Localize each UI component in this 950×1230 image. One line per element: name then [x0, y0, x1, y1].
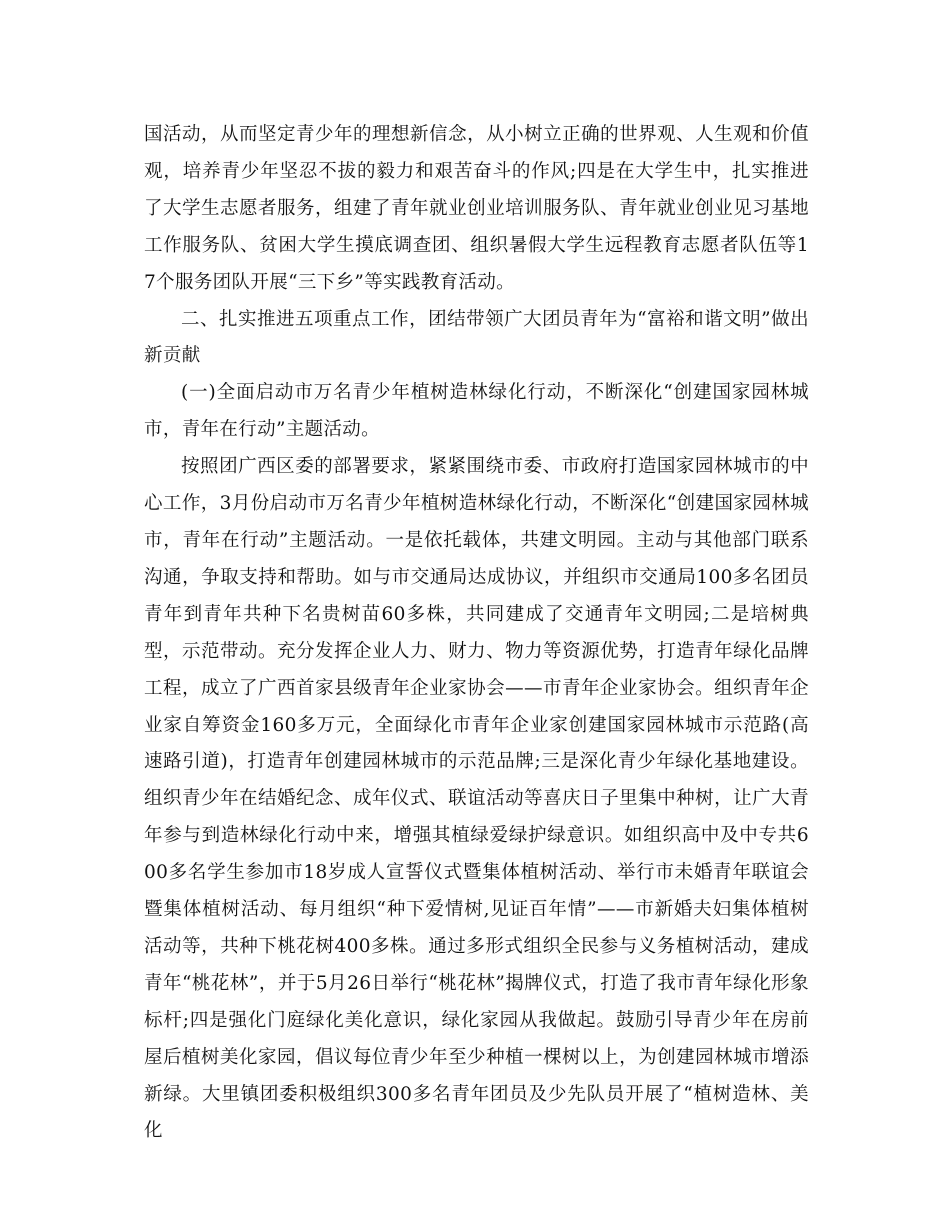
- subsection-heading: (一)全面启动市万名青少年植树造林绿化行动，不断深化“创建国家园林城市，青年在行动”主题活动。: [144, 382, 809, 441]
- body-paragraph: 按照团广西区委的部署要求，紧紧围绕市委、市政府打造国家园林城市的中心工作，3月份启动市万名青少年植树造林绿化行动，不断深化“创建国家园林城市，青年在行动”主题活动。一是依托载体，共建文明园。主动与其他部门联系沟通，争取支持和帮助。如与市交通局达成协议，并组织市交通局100多名团员青年到青年共种下名贵树苗60多株，共同建成了交通青年文明园;二是培树典型，示范带动。充分发挥企业人力、财力、物力等资源优势，打造青年绿化品牌工程，成立了广西首家县级青年企业家协会——市青年企业家协会。组织青年企业家自筹资金160多万元，全面绿化市青年企业家创建国家园林城市示范路(高速路引道)，打造青年创建园林城市的示范品牌;三是深化青少年绿化基地建设。组织青少年在结婚纪念、成年仪式、联谊活动等喜庆日子里集中种树，让广大青年参与到造林绿化行动中来，增强其植绿爱绿护绿意识。如组织高中及中专共600多名学生参加市18岁成人宣誓仪式暨集体植树活动、举行市未婚青年联谊会暨集体植树活动、每月组织“种下爱情树,见证百年情”——市新婚夫妇集体植树活动等，共种下桃花树400多株。通过多形式组织全民参与义务植树活动，建成青年“桃花林”，并于5月26日举行“桃花林”揭牌仪式，打造了我市青年绿化形象标杆;四是强化门庭绿化美化意识，绿化家园从我做起。鼓励引导青少年在房前屋后植树美化家园，倡议每位青少年至少种植一棵树以上，为创建园林城市增添新绿。大里镇团委积极组织300多名青年团员及少先队员开展了“植树造林、美化: [144, 456, 809, 1142]
- document-body: [144, 117, 809, 1150]
- paragraph-continuation: 国活动，从而坚定青少年的理想新信念，从小树立正确的世界观、人生观和价值观，培养青少年坚忍不拔的毅力和艰苦奋斗的作风;四是在大学生中，扎实推进了大学生志愿者服务，组建了青年就业创业培训服务队、青年就业创业见习基地工作服务队、贫困大学生摸底调查团、组织暑假大学生远程教育志愿者队伍等17个服务团队开展“三下乡”等实践教育活动。: [144, 124, 809, 293]
- section-heading: 二、扎实推进五项重点工作，团结带领广大团员青年为“富裕和谐文明”做出新贡献: [144, 308, 809, 367]
